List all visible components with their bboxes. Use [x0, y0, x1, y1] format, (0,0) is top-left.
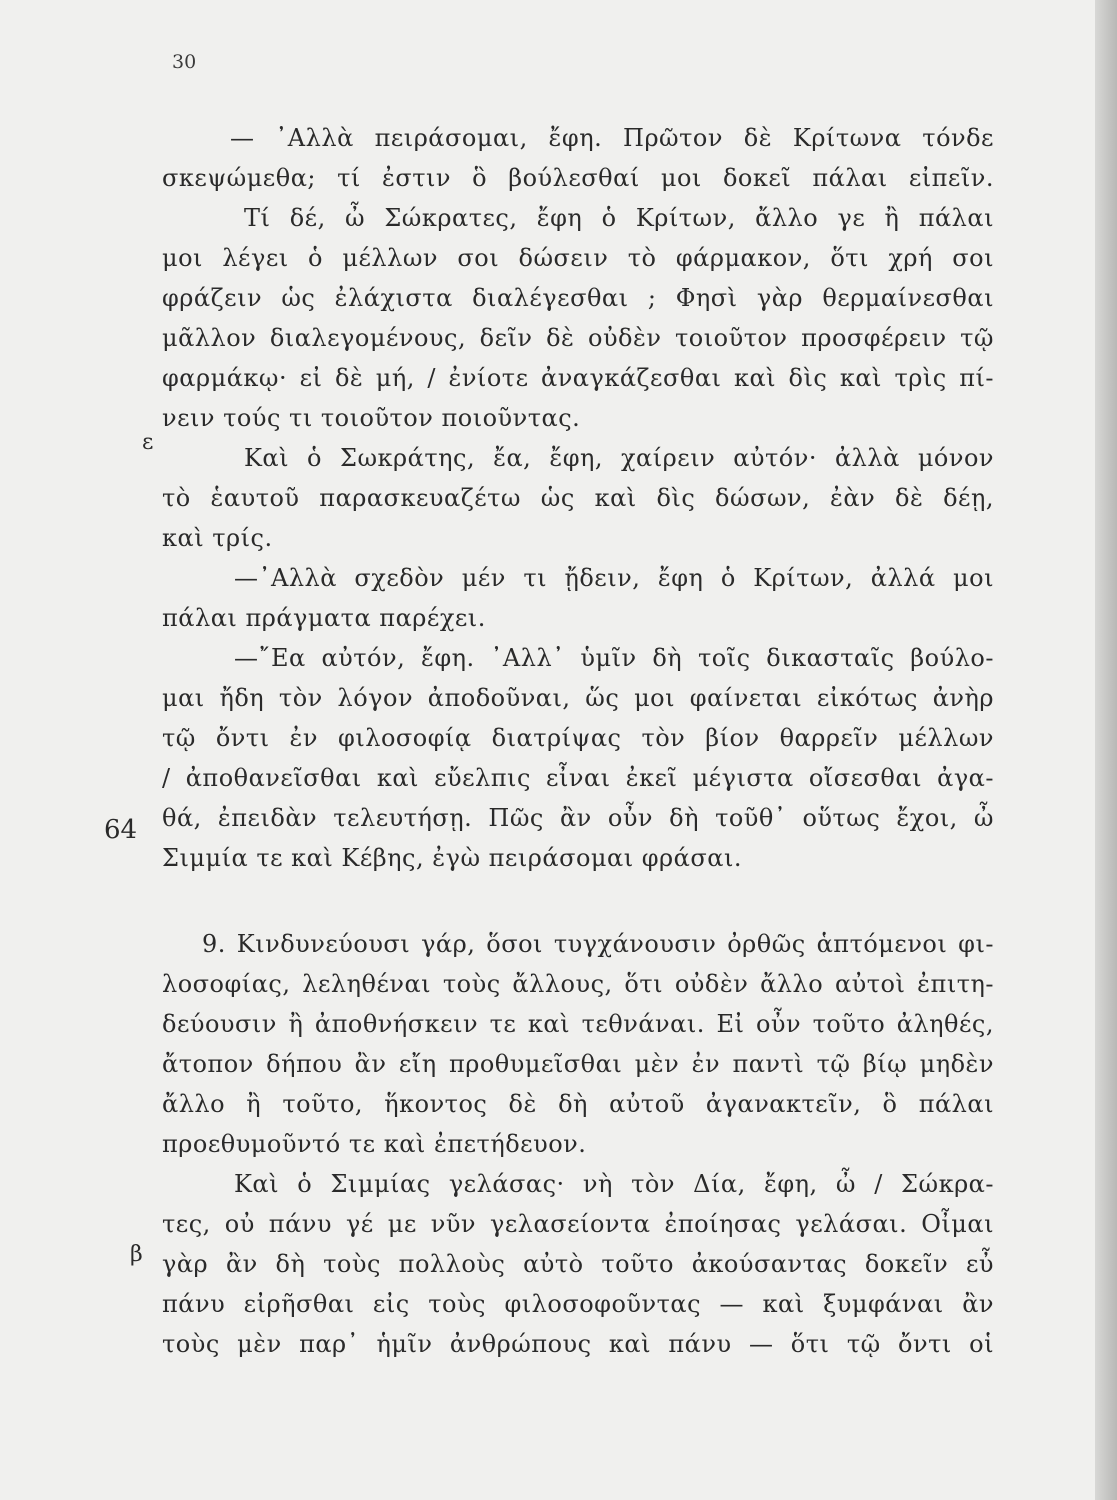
text-line: φαρμάκῳ· εἰ δὲ μή, / ἐνίοτε ἀναγκάζεσθαι καὶ δὶς καὶ τρὶς πί-: [162, 364, 994, 392]
text-line: Καὶ ὁ Σιμμίας γελάσας· νὴ τὸν Δία, ἔφη, ὦ / Σώκρα-: [234, 1170, 994, 1198]
text-line: / ἀποθανεῖσθαι καὶ εὔελπις εἶναι ἐκεῖ μέγιστα οἴσεσθαι ἀγα-: [162, 764, 994, 792]
text-line: θά, ἐπειδὰν τελευτήσῃ. Πῶς ἂν οὖν δὴ τοῦθ᾿ οὕτως ἔχοι, ὦ: [162, 804, 994, 832]
text-line: ἄλλο ἢ τοῦτο, ἥκοντος δὲ δὴ αὐτοῦ ἀγανακτεῖν, ὃ πάλαι: [162, 1090, 994, 1118]
text-line: Τί δέ, ὦ Σώκρατες, ἔφη ὁ Κρίτων, ἄλλο γε ἢ πάλαι: [244, 204, 994, 232]
text-line: μᾶλλον διαλεγομένους, δεῖν δὲ οὐδὲν τοιοῦτον προσφέρειν τῷ: [162, 324, 994, 352]
text-line: 9. Κινδυνεύουσι γάρ, ὅσοι τυγχάνουσιν ὀρθῶς ἁπτόμενοι φι-: [202, 930, 994, 958]
text-line: καὶ τρίς.: [162, 524, 273, 552]
text-line: δεύουσιν ἢ ἀποθνήσκειν τε καὶ τεθνάναι. Εἰ οὖν τοῦτο ἀληθές,: [162, 1010, 994, 1038]
text-line: —᾿Αλλὰ σχεδὸν μέν τι ᾔδειν, ἔφη ὁ Κρίτων, ἀλλά μοι: [234, 564, 994, 592]
page-edge: [1095, 0, 1117, 1500]
text-line: φράζειν ὡς ἐλάχιστα διαλέγεσθαι ; Φησὶ γὰρ θερμαίνεσθαι: [162, 284, 994, 312]
page-number: 30: [172, 51, 197, 73]
text-line: νειν τούς τι τοιοῦτον ποιοῦντας.: [162, 404, 581, 432]
text-line: ἄτοπον δήπου ἂν εἴη προθυμεῖσθαι μὲν ἐν παντὶ τῷ βίῳ μηδὲν: [162, 1050, 994, 1078]
text-block-1: [162, 118, 994, 878]
text-line: τοὺς μὲν παρ᾿ ἡμῖν ἀνθρώπους καὶ πάνυ — ὅτι τῷ ὄντι οἱ: [162, 1330, 994, 1358]
text-line: γὰρ ἂν δὴ τοὺς πολλοὺς αὐτὸ τοῦτο ἀκούσαντας δοκεῖν εὖ: [162, 1250, 994, 1278]
text-line: Καὶ ὁ Σωκράτης, ἔα, ἔφη, χαίρειν αὐτόν· ἀλλὰ μόνον: [244, 444, 994, 472]
margin-note-beta: β: [130, 1242, 143, 1267]
text-line: προεθυμοῦντό τε καὶ ἐπετήδευον.: [162, 1130, 587, 1158]
text-line: —῎Εα αὐτόν, ἔφη. ᾿Αλλ᾿ ὑμῖν δὴ τοῖς δικασταῖς βούλο-: [234, 644, 994, 672]
text-line: τὸ ἑαυτοῦ παρασκευαζέτω ὡς καὶ δὶς δώσων, ἐὰν δὲ δέῃ,: [162, 484, 994, 512]
text-line: — ᾿Αλλὰ πειράσομαι, ἔφη. Πρῶτον δὲ Κρίτωνα τόνδε: [230, 124, 994, 152]
text-line: πάλαι πράγματα παρέχει.: [162, 604, 486, 632]
text-line: λοσοφίας, λεληθέναι τοὺς ἄλλους, ὅτι οὐδὲν ἄλλο αὐτοὶ ἐπιτη-: [162, 970, 994, 998]
text-line: μαι ἤδη τὸν λόγον ἀποδοῦναι, ὥς μοι φαίνεται εἰκότως ἀνὴρ: [162, 684, 994, 712]
text-line: τες, οὐ πάνυ γέ με νῦν γελασείοντα ἐποίησας γελάσαι. Οἶμαι: [162, 1210, 994, 1238]
text-block-2: [162, 924, 994, 1364]
text-line: τῷ ὄντι ἐν φιλοσοφίᾳ διατρίψας τὸν βίον θαρρεῖν μέλλων: [162, 724, 994, 752]
margin-note-64: 64: [104, 815, 138, 845]
margin-note-epsilon: ε: [142, 430, 154, 455]
text-line: πάνυ εἰρῆσθαι εἰς τοὺς φιλοσοφοῦντας — καὶ ξυμφάναι ἂν: [162, 1290, 994, 1318]
text-line: μοι λέγει ὁ μέλλων σοι δώσειν τὸ φάρμακον, ὅτι χρή σοι: [162, 244, 994, 272]
text-line: Σιμμία τε καὶ Κέβης, ἐγὼ πειράσομαι φράσαι.: [162, 844, 743, 872]
text-line: σκεψώμεθα; τί ἐστιν ὃ βούλεσθαί μοι δοκεῖ πάλαι εἰπεῖν.: [162, 164, 994, 192]
